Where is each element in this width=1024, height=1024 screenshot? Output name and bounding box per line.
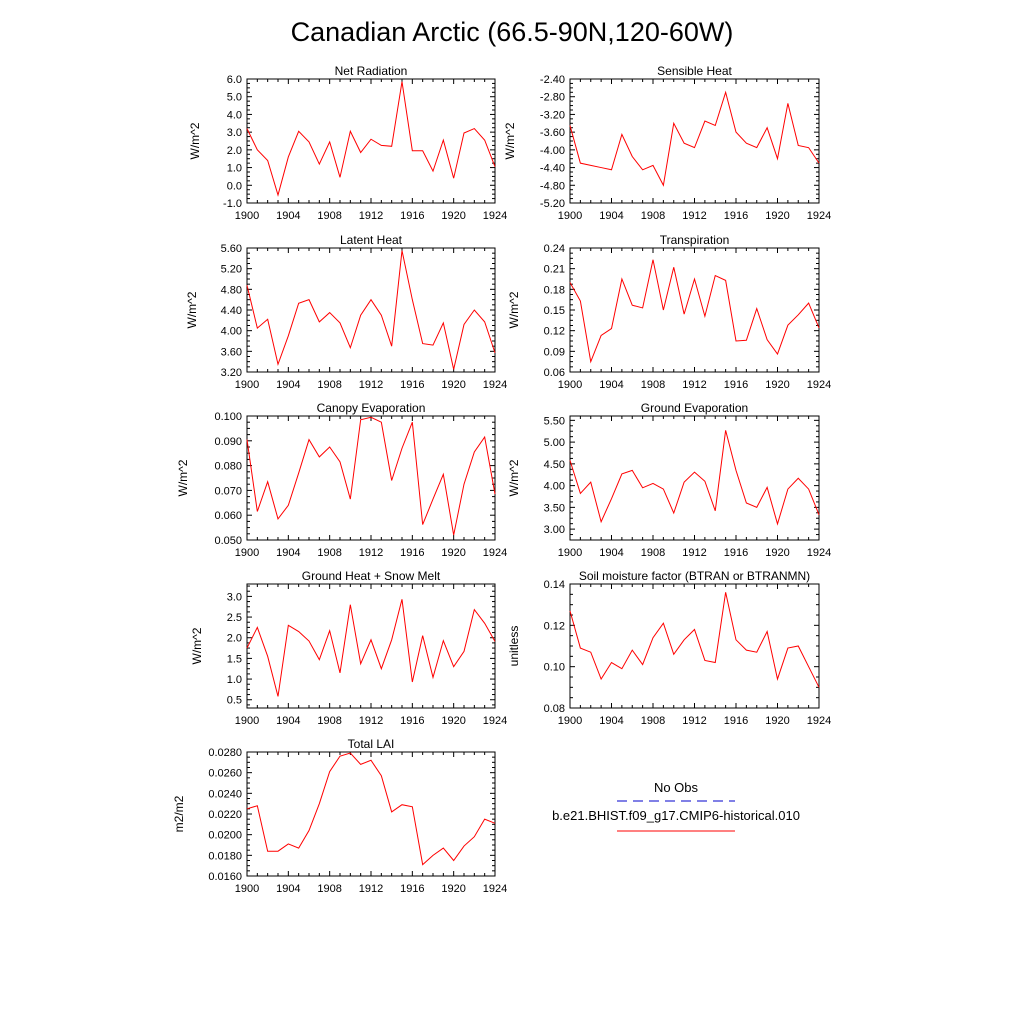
y-tick-label: 3.20 [220, 367, 242, 379]
y-tick-label: -4.80 [539, 180, 565, 193]
y-tick-label: 0.06 [543, 367, 565, 379]
x-tick-label: 1916 [723, 210, 749, 222]
y-tick-label: 0.0260 [208, 767, 242, 780]
y-tick-label: 4.40 [220, 305, 242, 317]
x-tick-label: 1920 [441, 715, 466, 727]
x-tick-label: 1912 [682, 210, 707, 222]
panel-title: Canopy Evaporation [316, 401, 426, 415]
y-tick-label: -4.00 [539, 144, 565, 157]
y-tick-label: 3.50 [543, 502, 565, 515]
x-tick-label: 1924 [482, 379, 508, 391]
y-tick-label: 0.15 [543, 305, 565, 317]
panel-title: Latent Heat [339, 233, 403, 247]
legend-obs-label: No Obs [653, 780, 699, 795]
x-tick-label: 1916 [400, 210, 425, 222]
panel-title: Net Radiation [334, 64, 408, 78]
x-tick-label: 1920 [765, 210, 790, 222]
y-axis-label: W/m^2 [190, 627, 204, 665]
y-axis-label: W/m^2 [507, 459, 521, 497]
y-tick-label: 0.5 [226, 694, 242, 707]
x-tick-label: 1900 [234, 715, 260, 727]
x-tick-label: 1904 [276, 379, 301, 391]
x-tick-label: 1912 [682, 547, 707, 559]
x-tick-label: 1908 [317, 379, 342, 391]
y-tick-label: 4.50 [543, 458, 565, 471]
x-tick-label: 1900 [234, 883, 260, 895]
x-tick-label: 1916 [400, 547, 425, 559]
y-tick-label: 6.0 [226, 74, 242, 86]
x-tick-label: 1920 [441, 210, 466, 222]
x-tick-label: 1924 [806, 379, 832, 391]
y-axis-label: m2/m2 [172, 795, 186, 833]
x-tick-label: 1924 [482, 210, 508, 222]
y-tick-label: -2.80 [539, 91, 565, 104]
y-axis-label: W/m^2 [176, 459, 190, 497]
y-tick-label: 0.0240 [208, 788, 242, 801]
x-tick-label: 1912 [682, 379, 707, 391]
y-tick-label: 0.12 [543, 620, 565, 633]
x-tick-label: 1912 [358, 210, 384, 222]
y-tick-label: 0.08 [543, 703, 565, 715]
y-tick-label: 3.0 [226, 591, 242, 604]
x-tick-label: 1916 [400, 715, 425, 727]
x-tick-label: 1908 [317, 547, 342, 559]
x-tick-label: 1912 [358, 715, 384, 727]
x-tick-label: 1916 [723, 715, 749, 727]
y-tick-label: 2.0 [226, 632, 242, 645]
y-tick-label: 1.0 [226, 162, 242, 175]
x-tick-label: 1900 [557, 210, 583, 222]
y-tick-label: 0.0200 [208, 829, 242, 842]
x-tick-label: 1900 [557, 547, 583, 559]
y-axis-label: unitless [507, 625, 521, 667]
y-tick-label: 0.18 [543, 284, 565, 297]
panel-title: Ground Evaporation [640, 401, 749, 415]
x-tick-label: 1904 [276, 210, 301, 222]
y-axis-label: W/m^2 [507, 291, 521, 329]
y-axis-label: W/m^2 [185, 291, 199, 329]
y-tick-label: 0.080 [214, 460, 242, 473]
x-tick-label: 1900 [234, 379, 260, 391]
y-tick-label: 5.0 [226, 91, 242, 104]
panel-title: Ground Heat + Snow Melt [301, 569, 441, 583]
legend-model-label: b.e21.BHIST.f09_g17.CMIP6-historical.010 [552, 808, 800, 823]
y-tick-label: 5.00 [543, 437, 565, 450]
y-tick-label: -1.0 [223, 198, 242, 210]
y-tick-label: -4.40 [539, 162, 565, 175]
x-tick-label: 1912 [358, 379, 384, 391]
y-tick-label: 1.0 [226, 674, 242, 687]
panel-title: Total LAI [347, 737, 395, 751]
x-tick-label: 1920 [441, 883, 466, 895]
x-tick-label: 1908 [640, 715, 666, 727]
x-tick-label: 1900 [557, 715, 583, 727]
x-tick-label: 1924 [482, 883, 508, 895]
y-tick-label: 0.050 [214, 535, 242, 547]
x-tick-label: 1916 [723, 547, 749, 559]
x-tick-label: 1916 [400, 379, 425, 391]
y-tick-label: 0.12 [543, 325, 565, 338]
x-tick-label: 1904 [599, 547, 624, 559]
x-tick-label: 1908 [640, 379, 666, 391]
y-tick-label: 5.20 [220, 263, 242, 276]
x-tick-label: 1904 [276, 547, 301, 559]
x-tick-label: 1920 [441, 379, 466, 391]
x-tick-label: 1904 [599, 210, 624, 222]
x-tick-label: 1912 [358, 547, 384, 559]
x-tick-label: 1924 [806, 210, 832, 222]
x-tick-label: 1920 [765, 715, 790, 727]
x-tick-label: 1900 [557, 379, 583, 391]
y-tick-label: 0.14 [543, 579, 565, 591]
x-tick-label: 1920 [765, 547, 790, 559]
panel-title: Soil moisture factor (BTRAN or BTRANMN) [578, 569, 811, 583]
y-tick-label: 4.00 [543, 480, 565, 493]
y-tick-label: 0.0 [226, 180, 242, 193]
panel-title: Sensible Heat [657, 64, 732, 78]
x-tick-label: 1904 [276, 883, 301, 895]
x-tick-label: 1920 [441, 547, 466, 559]
x-tick-label: 1924 [482, 715, 508, 727]
x-tick-label: 1900 [234, 547, 260, 559]
x-tick-label: 1908 [640, 547, 666, 559]
y-tick-label: -3.20 [539, 109, 565, 122]
y-axis-label: W/m^2 [188, 122, 202, 160]
x-tick-label: 1924 [482, 547, 508, 559]
y-tick-label: 0.060 [214, 510, 242, 523]
y-tick-label: 2.0 [226, 144, 242, 157]
x-tick-label: 1916 [723, 379, 749, 391]
x-tick-label: 1904 [599, 379, 624, 391]
y-tick-label: 0.0220 [208, 809, 242, 821]
figure-title: Canadian Arctic (66.5-90N,120-60W) [290, 17, 734, 47]
x-tick-label: 1916 [400, 883, 425, 895]
y-tick-label: 0.070 [214, 485, 242, 498]
x-tick-label: 1908 [317, 210, 342, 222]
y-tick-label: -3.60 [539, 127, 565, 140]
y-tick-label: 3.00 [543, 524, 565, 537]
x-tick-label: 1920 [765, 379, 790, 391]
y-tick-label: 4.0 [226, 109, 242, 122]
x-tick-label: 1924 [806, 715, 832, 727]
x-tick-label: 1908 [317, 883, 342, 895]
x-tick-label: 1912 [358, 883, 384, 895]
x-tick-label: 1908 [640, 210, 666, 222]
y-tick-label: 5.50 [543, 415, 565, 428]
y-tick-label: 3.60 [220, 346, 242, 359]
y-tick-label: 2.5 [226, 612, 242, 625]
x-tick-label: 1908 [317, 715, 342, 727]
x-tick-label: 1904 [599, 715, 624, 727]
y-tick-label: 0.0180 [208, 850, 242, 863]
panel-title: Transpiration [659, 233, 730, 247]
x-tick-label: 1912 [682, 715, 707, 727]
y-tick-label: -5.20 [539, 198, 565, 210]
y-tick-label: 3.0 [226, 127, 242, 140]
y-tick-label: 4.00 [220, 325, 242, 338]
y-tick-label: 1.5 [226, 653, 242, 666]
y-tick-label: 0.0280 [208, 747, 242, 759]
y-tick-label: 5.60 [220, 243, 242, 255]
y-tick-label: -2.40 [539, 74, 565, 86]
y-tick-label: 0.21 [543, 263, 565, 276]
y-tick-label: 0.090 [214, 435, 242, 448]
x-tick-label: 1900 [234, 210, 260, 222]
y-tick-label: 0.24 [543, 243, 565, 255]
y-tick-label: 0.0160 [208, 871, 242, 883]
x-tick-label: 1924 [806, 547, 832, 559]
y-axis-label: W/m^2 [503, 122, 517, 160]
x-tick-label: 1904 [276, 715, 301, 727]
y-tick-label: 4.80 [220, 284, 242, 297]
y-tick-label: 0.10 [543, 661, 565, 674]
y-tick-label: 0.09 [543, 346, 565, 359]
y-tick-label: 0.100 [214, 411, 242, 423]
